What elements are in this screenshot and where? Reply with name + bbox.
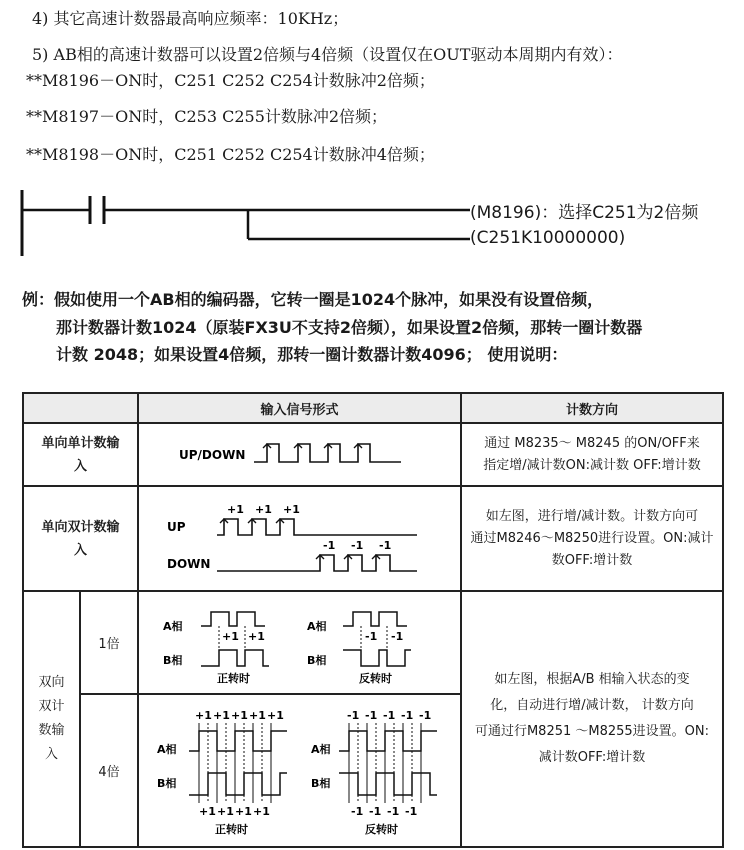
rev-4x-minus-bot-3: -1: [387, 805, 400, 818]
row-bidirectional-label: [23, 591, 80, 847]
forward-4x-caption: 正转时: [215, 823, 248, 836]
mode-4x-label: 4倍: [80, 694, 138, 847]
reverse-4x-caption: 反转时: [365, 823, 398, 836]
desc-line: 指定增/减计数ON:减计数 OFF:增计数: [483, 457, 701, 473]
updown-pulse-train: [254, 444, 401, 462]
desc-line: 数OFF:增计数: [551, 552, 633, 568]
fwd-4x-markers: [199, 723, 271, 803]
row-label-line: 单向单计数输: [41, 435, 120, 451]
up-plus-1-c: +1: [283, 503, 300, 516]
updown-label: UP/DOWN: [179, 448, 246, 462]
rev-4x-minus-top-5: -1: [419, 709, 432, 722]
up-down-waveform: [139, 487, 460, 585]
fwd-4x-b-label: B相: [157, 777, 177, 790]
rev-1x-a-wave: [343, 612, 407, 626]
rev-4x-a-wave: [339, 731, 437, 751]
fwd-4x-plus-top-1: +1: [195, 709, 212, 722]
fwd-1x-a-label: A相: [163, 620, 183, 633]
rev-4x-minus-bot-2: -1: [369, 805, 382, 818]
up-plus-1-b: +1: [255, 503, 272, 516]
intro-line-5: 5) AB相的高速计数器可以设置2倍频与4倍频（设置仅在OUT驱动本周期内有效）：: [32, 45, 623, 64]
rev-4x-minus-top-1: -1: [347, 709, 360, 722]
down-minus-1-a: -1: [323, 539, 336, 552]
rev-1x-minus-b: -1: [391, 630, 404, 643]
header-signal-form: 输入信号形式: [138, 393, 461, 423]
fwd-4x-plus-top-2: +1: [213, 709, 230, 722]
desc-line: 如左图，根据A/B 相输入状态的变: [494, 672, 690, 687]
forward-1x-caption: 正转时: [217, 672, 250, 685]
row-label-line: 入: [44, 747, 58, 762]
up-pulse-train: [217, 519, 417, 535]
down-minus-1-b: -1: [351, 539, 364, 552]
fwd-4x-plus-bot-2: +1: [217, 805, 234, 818]
row-label-line: 双向: [38, 675, 65, 690]
example-line-1: 例：假如使用一个AB相的编码器，它转一圈是1024个脉冲，如果没有设置倍频，: [22, 290, 604, 309]
fwd-1x-a-wave: [201, 612, 265, 626]
reverse-1x-caption: 反转时: [359, 672, 392, 685]
rev-1x-b-label: B相: [307, 654, 327, 667]
rev-4x-minus-top-3: -1: [383, 709, 396, 722]
desc-line: 化，自动进行增/减计数， 计数方向: [490, 698, 694, 713]
rev-1x-b-wave: [343, 650, 411, 666]
intro-line-m8197: **M8197－ON时，C253 C255计数脉冲2倍频；: [26, 107, 388, 126]
fwd-4x-a-wave: [189, 731, 287, 751]
down-label: DOWN: [167, 557, 211, 571]
rev-4x-bottom-labels: [351, 805, 417, 818]
row-label-line: 双计: [38, 699, 65, 714]
rev-4x-markers: [349, 723, 421, 803]
signal-cell-ab-1x: [138, 591, 461, 694]
counter-input-table: [22, 392, 724, 848]
fwd-1x-b-wave: [201, 650, 269, 666]
fwd-1x-plus-b: +1: [248, 630, 265, 643]
example-line-2: 那计数器计数1024（原装FX3U不支持2倍频），如果设置2倍频，那转一圈计数器: [56, 318, 643, 337]
row-label-line: 入: [73, 458, 87, 474]
rev-1x-minus-a: -1: [365, 630, 378, 643]
fwd-4x-b-wave: [189, 773, 287, 795]
example-line-3: 计数 2048；如果设置4倍频，那转一圈计数器计数4096； 使用说明：: [56, 345, 568, 364]
rev-4x-b-wave: [339, 773, 437, 795]
rev-4x-top-labels: [347, 709, 431, 722]
ab-1x-waveforms: [139, 592, 460, 688]
fwd-4x-top-labels: [195, 709, 284, 722]
down-minus-1-c: -1: [379, 539, 392, 552]
updown-waveform: [139, 424, 460, 480]
fwd-1x-b-label: B相: [163, 654, 183, 667]
signal-cell-updown: [138, 423, 461, 486]
row-label-line: 入: [73, 542, 87, 558]
fwd-4x-bottom-labels: [199, 805, 270, 818]
desc-line: 减计数OFF:增计数: [538, 750, 646, 765]
signal-cell-ab-4x: [138, 694, 461, 847]
ab-4x-waveforms: [139, 695, 460, 841]
intro-line-m8196: **M8196－ON时，C251 C252 C254计数脉冲2倍频；: [26, 71, 435, 90]
coil-m8196-label: (M8196)：选择C251为2倍频: [470, 203, 699, 223]
fwd-4x-a-label: A相: [157, 743, 177, 756]
counter-c251-label: (C251K10000000): [470, 228, 626, 248]
rev-4x-a-label: A相: [311, 743, 331, 756]
rev-1x-a-label: A相: [307, 620, 327, 633]
fwd-4x-plus-bot-1: +1: [199, 805, 216, 818]
fwd-4x-plus-top-5: +1: [267, 709, 284, 722]
row-single-single-label: [23, 423, 138, 486]
fwd-4x-plus-bot-3: +1: [235, 805, 252, 818]
intro-line-m8198: **M8198－ON时，C251 C252 C254计数脉冲4倍频；: [26, 145, 435, 164]
fwd-1x-plus-a: +1: [222, 630, 239, 643]
rev-4x-minus-bot-1: -1: [351, 805, 364, 818]
row-single-single-desc: [461, 423, 723, 486]
rev-4x-minus-top-4: -1: [401, 709, 414, 722]
header-count-direction: 计数方向: [461, 393, 723, 423]
desc-line: 通过M8246～M8250进行设置。ON:减计: [470, 530, 714, 546]
rev-4x-b-label: B相: [311, 777, 331, 790]
header-blank: [23, 393, 138, 423]
desc-line: 如左图，进行增/减计数。计数方向可: [485, 508, 699, 524]
up-label: UP: [167, 520, 186, 534]
row-single-dual-label: [23, 486, 138, 591]
rev-4x-minus-bot-4: -1: [405, 805, 418, 818]
rev-4x-minus-top-2: -1: [365, 709, 378, 722]
fwd-4x-plus-bot-4: +1: [253, 805, 270, 818]
desc-line: 通过 M8235～ M8245 的ON/OFF来: [484, 435, 700, 451]
up-plus-1-a: +1: [227, 503, 244, 516]
desc-line: 可通过行M8251 ～M8255进设置。ON:: [474, 724, 710, 739]
fwd-4x-plus-top-3: +1: [231, 709, 248, 722]
row-label-line: 单向双计数输: [41, 519, 120, 535]
fwd-4x-plus-top-4: +1: [249, 709, 266, 722]
intro-line-4: 4) 其它高速计数器最高响应频率：10KHz；: [32, 9, 349, 28]
mode-1x-label: 1倍: [80, 591, 138, 694]
row-single-dual-desc: [461, 486, 723, 591]
row-bidirectional-desc: [461, 591, 723, 847]
row-label-line: 数输: [38, 723, 65, 738]
signal-cell-updual: [138, 486, 461, 591]
